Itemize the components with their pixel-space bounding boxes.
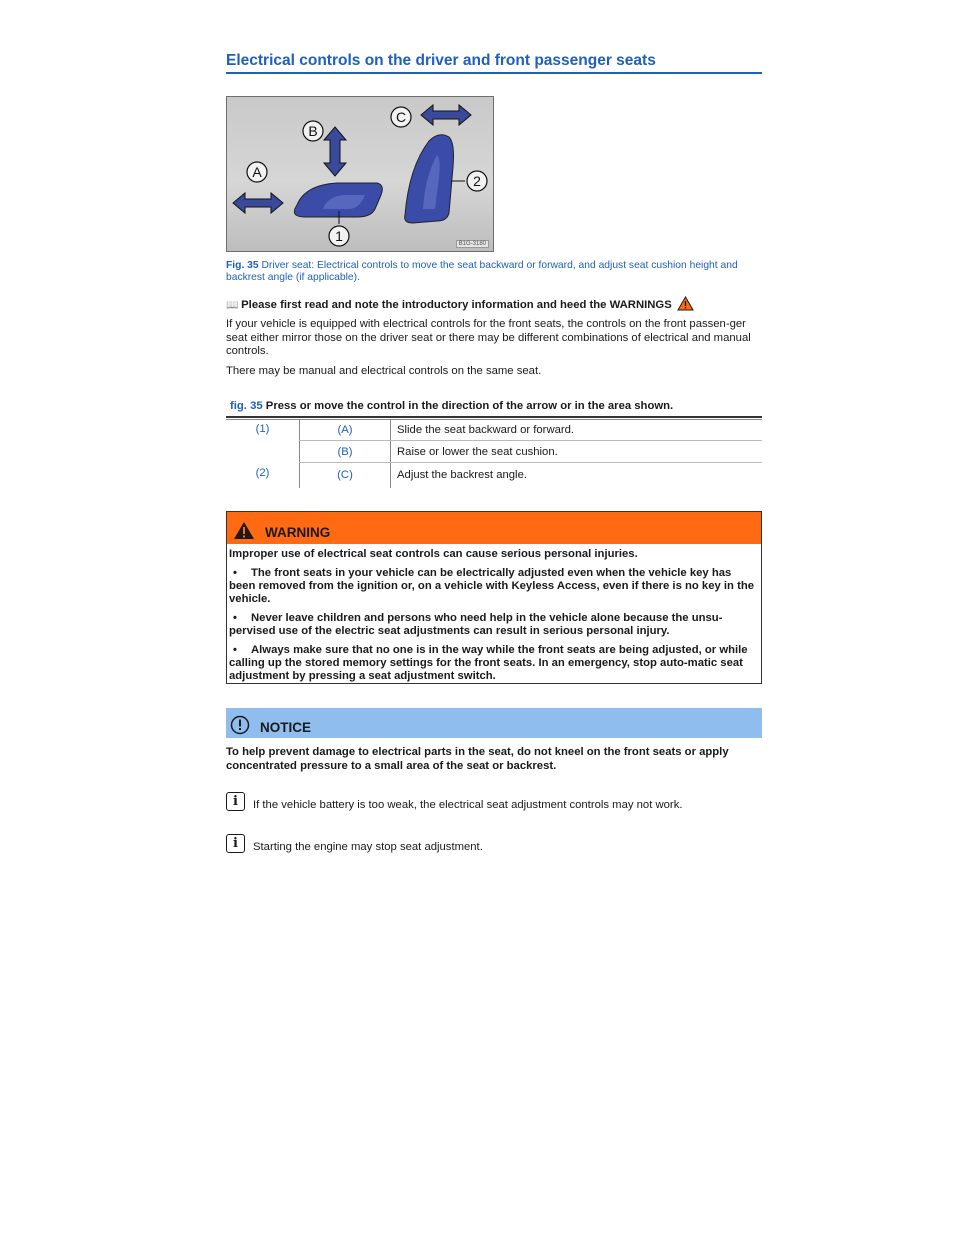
book-icon: 📖 [226,300,239,311]
warning-bullet: • Never leave children and persons who need help in the vehicle alone because the unsu-pervised use of the electric seat adjustments can result in serious personal injury. [229,612,723,637]
arrow-c-icon [421,105,471,125]
info-note-text: Starting the engine may stop seat adjustment. [253,841,483,853]
info-note-text: If the vehicle battery is too weak, the electrical seat adjustment controls may not work. [253,799,683,811]
action-cell: Raise or lower the seat cushion. [391,441,763,463]
bullet-icon: • [233,612,237,624]
figure-caption [226,260,756,284]
table-heading [230,400,762,412]
svg-text:B: B [308,123,318,139]
notice-header [226,708,762,738]
intro-heading-row [226,296,756,311]
page-title: Electrical controls on the driver and front passenger seats [226,52,762,74]
cushion-control-shape [294,183,382,217]
warning-box [226,511,762,684]
svg-text:1: 1 [335,228,343,244]
svg-text:2: 2 [473,173,481,189]
notice-title: NOTICE [260,720,312,735]
caption-fig-label: Fig. 35 [226,260,259,271]
callout-2 [467,171,487,191]
callout-b [303,121,323,141]
exclamation-circle-icon [230,715,250,735]
info-icon: i [226,792,245,811]
info-note [226,834,756,853]
arrow-b-icon [324,127,346,176]
action-cell: Adjust the backrest angle. [391,463,763,488]
warning-header [227,512,761,544]
control-cell: (2) [255,466,270,479]
intro-paragraph-1: If your vehicle is equipped with electrical controls for the front seats, the controls on the front passen-ger seat either mirror those on the driver seat or there may be different combinations of electrical and manual controls. [226,318,751,357]
warning-triangle-icon [233,521,255,540]
table-top-rule [226,416,762,418]
table-row [226,419,762,441]
figure-code: B1G-3180 [456,240,489,248]
warning-bullet: • The front seats in your vehicle can be electrically adjusted even when the vehicle key has been removed from the ignition or, on a vehicle with Keyless Access, even if there is no key in the vehicle. [229,567,755,605]
callout-c [391,107,411,127]
warning-body [227,544,761,683]
intro-heading: Please first read and note the introductory information and heed the WARNINGS [241,299,672,311]
svg-text:A: A [252,164,262,180]
caption-text: Driver seat: Electrical controls to move the seat backward or forward, and adjust seat cushion height and backrest angle (if applicable). [226,260,738,283]
table-row [226,463,762,488]
direction-cell: (B) [300,441,391,463]
direction-cell: (C) [300,463,391,488]
warning-bullet: • Always make sure that no one is in the way while the front seats are being adjusted, or while calling up the stored memory settings for the front seats. In an emergency, stop auto-matic seat adjustment by pressing a seat adjustment switch. [229,644,748,682]
seat-controls-illustration [227,97,495,253]
controls-table [226,419,762,488]
arrow-a-icon [233,193,283,213]
warning-title: WARNING [265,525,331,540]
bullet-icon: • [233,567,237,579]
control-cell: (1) [255,423,270,435]
callout-a [247,162,267,182]
warning-lead: Improper use of electrical seat controls can cause serious personal injuries. [229,548,638,560]
action-cell: Slide the seat backward or forward. [391,419,763,441]
notice-text: To help prevent damage to electrical parts in the seat, do not kneel on the front seats or apply concentrated pressure to a small area of the seat or backrest. [226,746,729,772]
bullet-icon: • [233,644,237,656]
svg-text:C: C [395,109,407,125]
table-row [226,441,762,463]
info-icon: i [226,834,245,853]
direction-cell: (A) [300,419,391,441]
backrest-control-shape [405,135,454,223]
info-note [226,792,756,811]
figure-seat-controls [226,96,494,252]
warning-triangle-icon[interactable] [677,296,694,311]
callout-1 [329,226,349,246]
intro-paragraph-2: There may be manual and electrical controls on the same seat. [226,365,542,377]
table-heading-text: Press or move the control in the direction of the arrow or in the area shown. [265,400,674,412]
table-fig-ref[interactable]: fig. 35 [230,400,263,412]
